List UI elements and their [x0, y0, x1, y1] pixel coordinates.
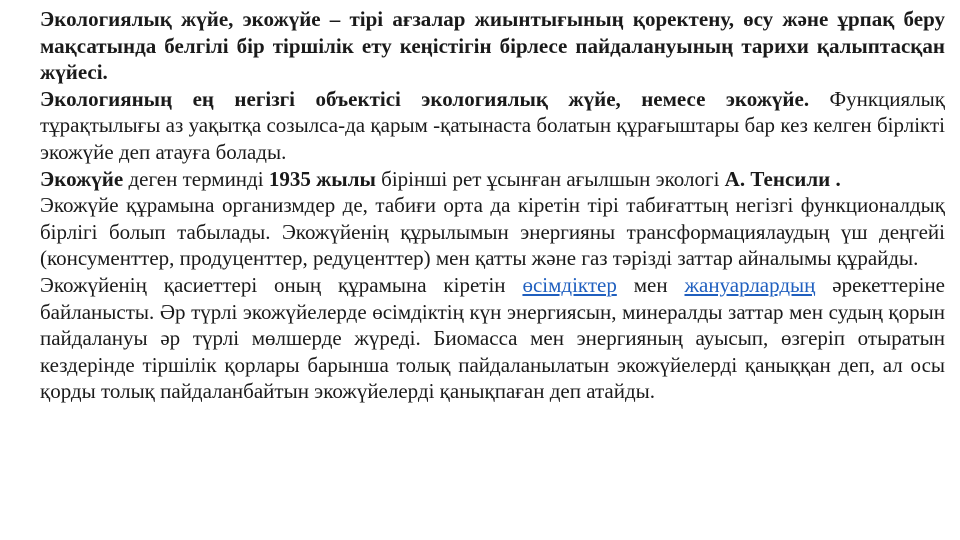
- term-author: А. Тенсили .: [724, 166, 841, 191]
- term-year: 1935 жылы: [268, 166, 376, 191]
- plants-link[interactable]: өсімдіктер: [522, 272, 617, 297]
- structure-text: Экожүйе құрамына организмдер де, табиғи орта да кіретін тірі табиғаттың негізгі функционалдық бірлігі болып табылады. Экожүйенің құрылымын энергияны трансформациялаудың үш деңгейі (консументтер, продуценттер, редуценттер) мен қатты және газ тәрізді заттар айналымы құрайды.: [40, 193, 945, 271]
- ecosystem-definition: Экологиялық жүйе, экожүйе – тірі ағзалар жиынтығының қоректену, өсу және ұрпақ беру мақсатында белгілі бір тіршілік ету кеңістігін бірлесе пайдалануының тарихи қалыптасқан жүйесі.: [40, 7, 945, 85]
- animals-link[interactable]: жануарлардың: [684, 272, 816, 297]
- term-origin-paragraph: [40, 166, 945, 193]
- properties-text-2: мен: [616, 272, 685, 297]
- term-word: Экожүйе: [40, 166, 124, 191]
- definition-paragraph: [40, 6, 945, 86]
- properties-paragraph: [40, 272, 945, 405]
- properties-text-1: Экожүйенің қасиеттері оның құрамына кіретін: [40, 272, 523, 297]
- structure-paragraph: [40, 192, 945, 272]
- text-body: [40, 6, 945, 405]
- main-object-statement: Экологияның ең негізгі объектісі экологиялық жүйе, немесе экожүйе.: [40, 86, 810, 111]
- functional-stability-text: Функциялық тұрақтылығы аз уақытқа созылса-да қарым -қатынаста болатын құрағыштары бар кез келген бірлікті экожүйе деп атауға болады.: [40, 86, 945, 164]
- main-object-paragraph: [40, 86, 945, 166]
- term-text-2: бірінші рет ұсынған ағылшын экологі: [375, 166, 725, 191]
- properties-text-3: әрекеттеріне байланысты. Әр түрлі экожүйелерде өсімдіктің күн энергиясын, минералды заттар мен судың қорын пайдалануы әр түрлі мөлшерде жүреді. Биомасса мен энергияның ауысып, өзгеріп отыратын кездерінде тіршілік қорлары барынша толық пайдаланылатын экожүйелерді қаныққан деп, ал осы қорды толық пайдаланбайтын экожүйелерді қанықпаған деп атайды.: [40, 272, 945, 404]
- term-text-1: деген терминді: [123, 166, 269, 191]
